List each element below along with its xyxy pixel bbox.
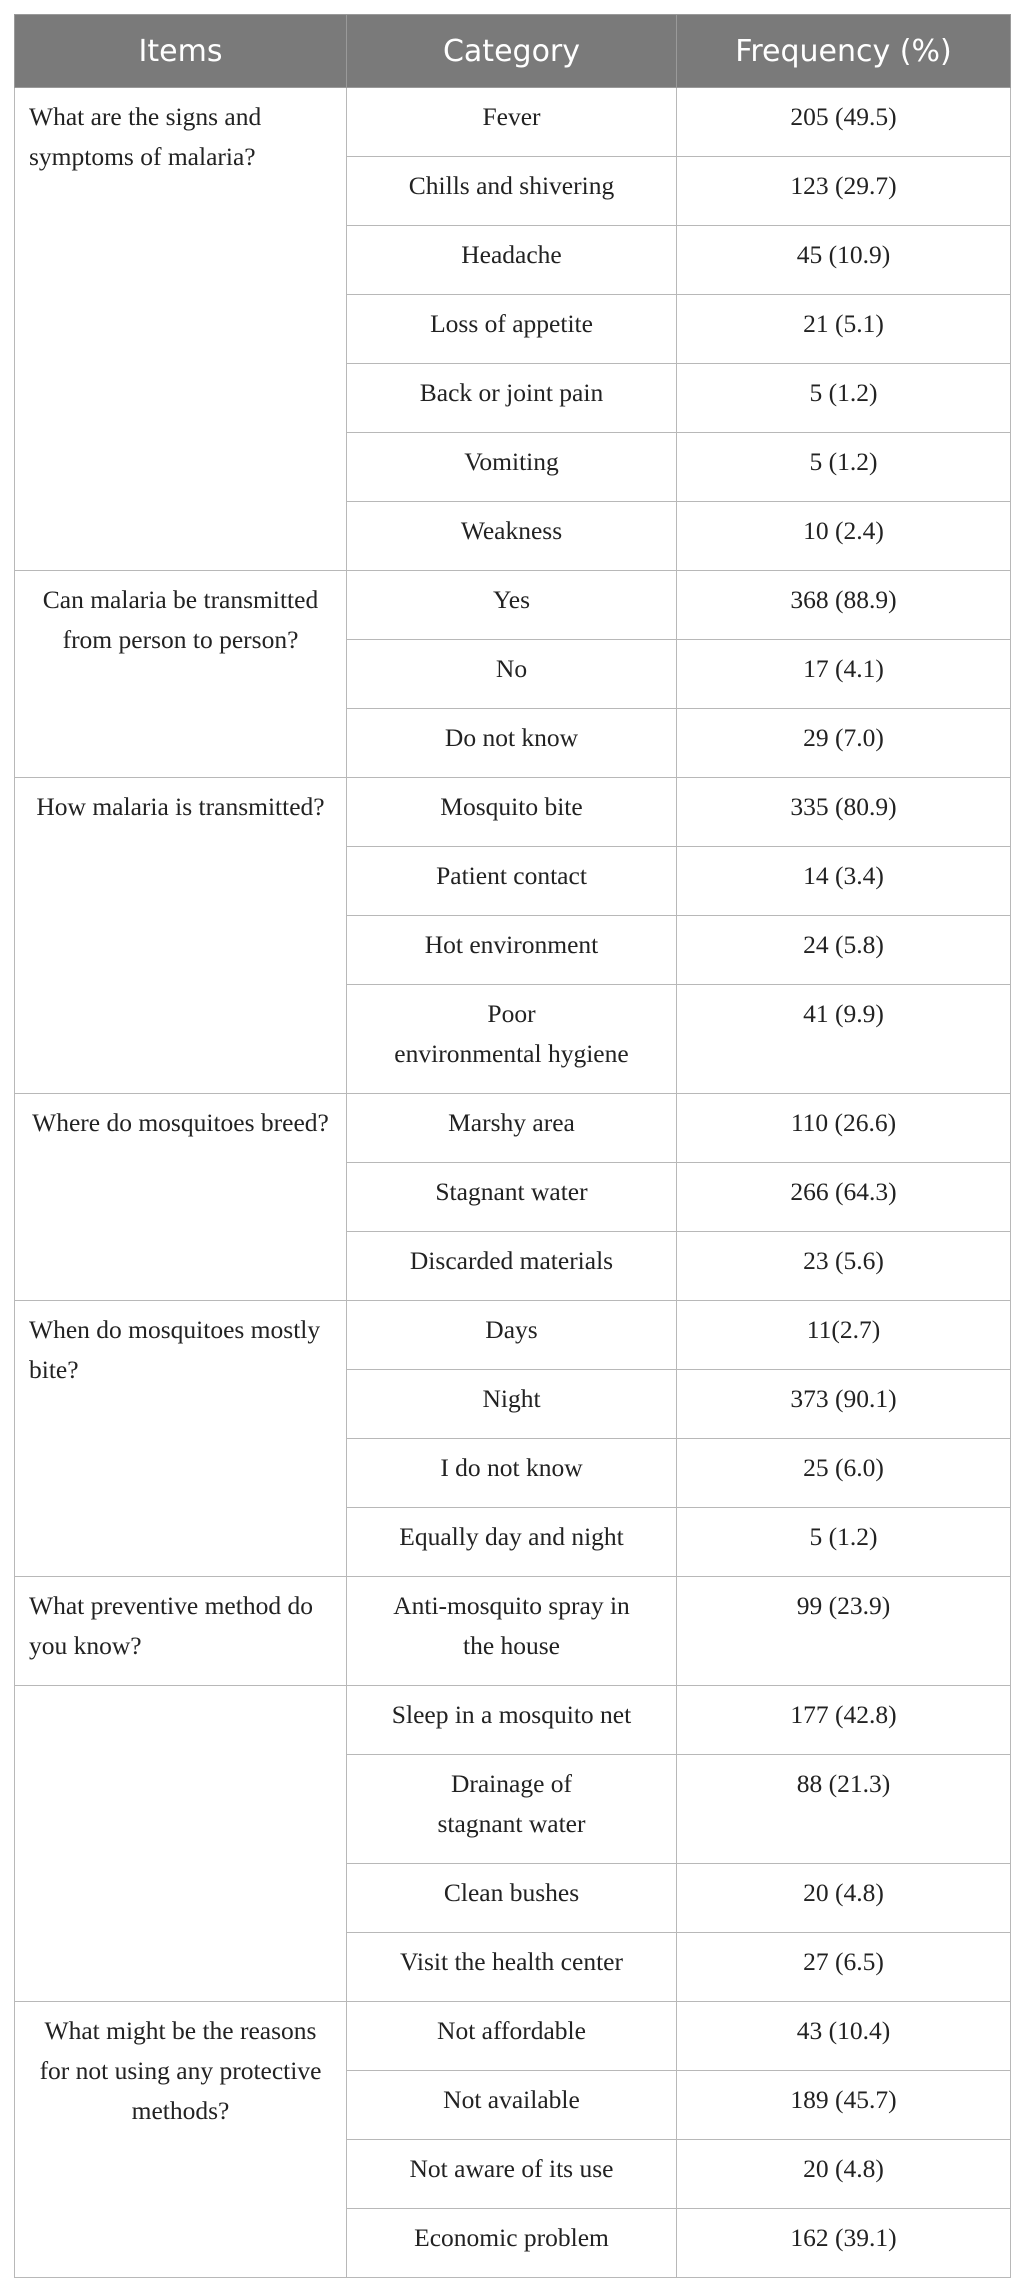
frequency-cell: 368 (88.9) (677, 571, 1011, 640)
frequency-cell: 24 (5.8) (677, 916, 1011, 985)
frequency-cell: 20 (4.8) (677, 2140, 1011, 2209)
frequency-cell: 23 (5.6) (677, 1232, 1011, 1301)
table-row (15, 1094, 1011, 1163)
category-cell: No (347, 640, 677, 709)
frequency-cell: 45 (10.9) (677, 226, 1011, 295)
header-items: Items (15, 15, 347, 88)
frequency-cell: 5 (1.2) (677, 433, 1011, 502)
category-cell: Drainage of stagnant water (347, 1755, 677, 1864)
frequency-cell: 41 (9.9) (677, 985, 1011, 1094)
category-cell: Hot environment (347, 916, 677, 985)
item-question-cell: What are the signs and symptoms of malaria? (15, 88, 347, 571)
category-cell: Patient contact (347, 847, 677, 916)
item-question-cell: Where do mosquitoes breed? (15, 1094, 347, 1301)
header-row (15, 15, 1011, 88)
category-cell: Fever (347, 88, 677, 157)
category-cell: Clean bushes (347, 1864, 677, 1933)
frequency-cell: 25 (6.0) (677, 1439, 1011, 1508)
category-cell: Equally day and night (347, 1508, 677, 1577)
table-row (15, 778, 1011, 847)
frequency-cell: 11(2.7) (677, 1301, 1011, 1370)
category-cell: I do not know (347, 1439, 677, 1508)
frequency-cell: 5 (1.2) (677, 364, 1011, 433)
frequency-cell: 189 (45.7) (677, 2071, 1011, 2140)
table-row (15, 1686, 1011, 1755)
frequency-cell: 99 (23.9) (677, 1577, 1011, 1686)
category-cell: Stagnant water (347, 1163, 677, 1232)
item-question-cell: How malaria is transmitted? (15, 778, 347, 1094)
category-cell: Do not know (347, 709, 677, 778)
frequency-cell: 43 (10.4) (677, 2002, 1011, 2071)
category-cell: Poor environmental hygiene (347, 985, 677, 1094)
category-cell: Back or joint pain (347, 364, 677, 433)
item-question-cell: What preventive method do you know? (15, 1577, 347, 1686)
frequency-cell: 88 (21.3) (677, 1755, 1011, 1864)
category-cell: Weakness (347, 502, 677, 571)
category-cell: Headache (347, 226, 677, 295)
header-frequency: Frequency (%) (677, 15, 1011, 88)
frequency-cell: 21 (5.1) (677, 295, 1011, 364)
table-row (15, 2002, 1011, 2071)
category-cell: Not aware of its use (347, 2140, 677, 2209)
frequency-cell: 14 (3.4) (677, 847, 1011, 916)
frequency-cell: 162 (39.1) (677, 2209, 1011, 2278)
category-cell: Mosquito bite (347, 778, 677, 847)
item-question-cell: When do mosquitoes mostly bite? (15, 1301, 347, 1577)
frequency-cell: 10 (2.4) (677, 502, 1011, 571)
item-question-cell: What might be the reasons for not using any protective methods? (15, 2002, 347, 2278)
frequency-cell: 335 (80.9) (677, 778, 1011, 847)
category-cell: Vomiting (347, 433, 677, 502)
category-cell: Anti-mosquito spray in the house (347, 1577, 677, 1686)
frequency-cell: 5 (1.2) (677, 1508, 1011, 1577)
frequency-cell: 373 (90.1) (677, 1370, 1011, 1439)
frequency-cell: 123 (29.7) (677, 157, 1011, 226)
category-cell: Not available (347, 2071, 677, 2140)
frequency-cell: 29 (7.0) (677, 709, 1011, 778)
header-category: Category (347, 15, 677, 88)
frequency-cell: 177 (42.8) (677, 1686, 1011, 1755)
category-cell: Economic problem (347, 2209, 677, 2278)
category-cell: Loss of appetite (347, 295, 677, 364)
category-cell: Not affordable (347, 2002, 677, 2071)
frequency-cell: 20 (4.8) (677, 1864, 1011, 1933)
item-question-cell: Can malaria be transmitted from person to person? (15, 571, 347, 778)
table-row (15, 571, 1011, 640)
frequency-cell: 205 (49.5) (677, 88, 1011, 157)
category-cell: Yes (347, 571, 677, 640)
category-cell: Sleep in a mosquito net (347, 1686, 677, 1755)
item-question-cell (15, 1686, 347, 2002)
table-container (14, 14, 1010, 2278)
frequency-cell: 266 (64.3) (677, 1163, 1011, 1232)
category-cell: Visit the health center (347, 1933, 677, 2002)
table-row (15, 88, 1011, 157)
category-cell: Days (347, 1301, 677, 1370)
category-cell: Marshy area (347, 1094, 677, 1163)
category-cell: Chills and shivering (347, 157, 677, 226)
category-cell: Discarded materials (347, 1232, 677, 1301)
table-row (15, 1301, 1011, 1370)
table-body (15, 88, 1011, 2278)
frequency-cell: 17 (4.1) (677, 640, 1011, 709)
category-cell: Night (347, 1370, 677, 1439)
frequency-cell: 27 (6.5) (677, 1933, 1011, 2002)
frequency-cell: 110 (26.6) (677, 1094, 1011, 1163)
malaria-knowledge-table (14, 14, 1011, 2278)
table-row (15, 1577, 1011, 1686)
